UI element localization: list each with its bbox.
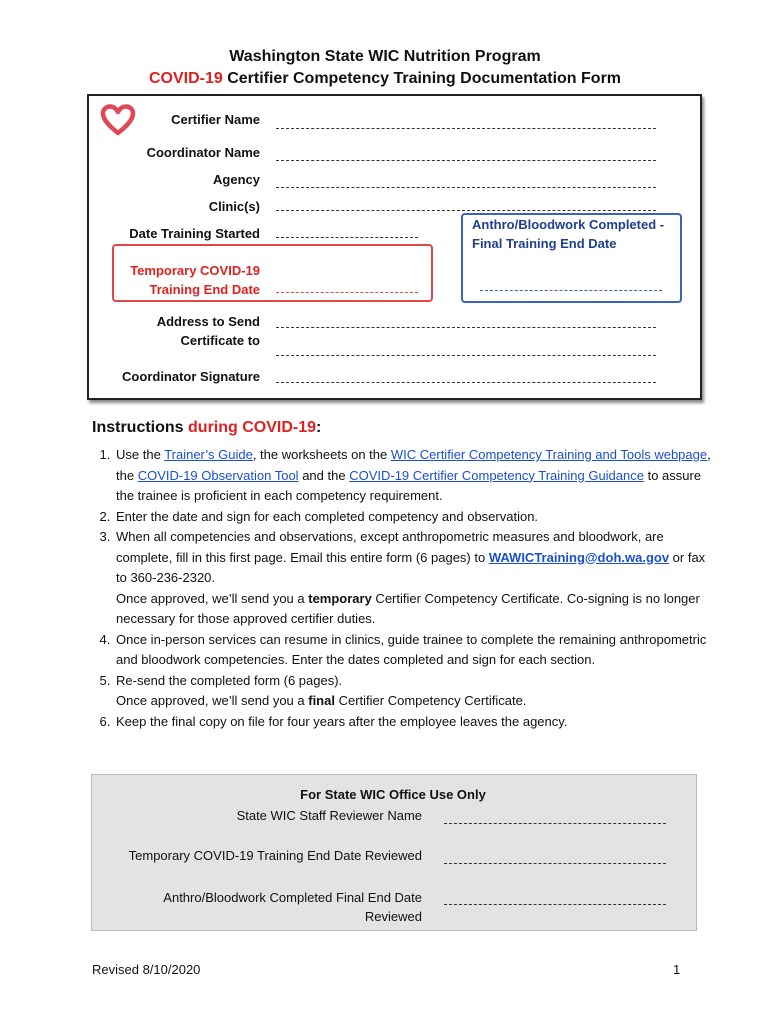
anthro-reviewed-label-2: Reviewed: [364, 909, 422, 924]
clinics-label: Clinic(s): [208, 199, 260, 214]
instruction-item-3: [114, 527, 714, 630]
wic-training-tools-link[interactable]: WIC Certifier Competency Training and Tools webpage: [390, 447, 708, 462]
email-link[interactable]: WAWICTraining@doh.wa.gov: [488, 549, 670, 565]
address-label-1: Address to Send: [156, 314, 260, 329]
anthro-reviewed-label-1: Anthro/Bloodwork Completed Final End Date: [163, 890, 422, 905]
temp-end-date-field[interactable]: [276, 292, 418, 293]
item1-text-4: and the: [298, 467, 350, 483]
page-number: 1: [673, 962, 681, 977]
instruction-item-5: [114, 671, 714, 712]
reviewer-field[interactable]: [444, 823, 666, 824]
item5-text-3: Certifier Competency Certificate.: [334, 693, 527, 708]
item5-text-1: Re-send the completed form (6 pages).: [116, 672, 343, 688]
item1-text-2: , the worksheets on the: [252, 447, 391, 462]
certifier-name-label: Certifier Name: [171, 112, 260, 127]
item1-text-1: Use the: [116, 447, 165, 462]
anthro-reviewed-field[interactable]: [444, 904, 666, 905]
item3-temporary: temporary: [308, 590, 372, 606]
instructions-heading-covid: during COVID-19: [188, 419, 317, 436]
instruction-item-4: 4. Once in-person services can resume in clinics, guide trainee to complete the remaining anthropometric and bloodwork competencies. Enter the dates completed and sign for each section.: [114, 630, 714, 671]
anthro-label-2: Final Training End Date: [472, 236, 617, 251]
item3-text-4: Certifier Competency Certificate. Co-signing is no longer necessary for those approved certifier duties.: [116, 590, 700, 626]
date-started-label: Date Training Started: [129, 226, 260, 241]
date-started-field[interactable]: [276, 237, 418, 238]
address-field-2[interactable]: [276, 355, 656, 356]
item3-text-1: When all competencies and observations, except anthropometric measures and bloodwork, are complete, fill in this first page. Email this entire form (6 pages) to: [116, 529, 664, 565]
instruction-item-2: 2. Enter the date and sign for each completed competency and observation.: [114, 507, 714, 528]
instruction-item-6: 6. Keep the final copy on file for four years after the employee leaves the agency.: [114, 712, 714, 733]
instructions-heading-colon: :: [316, 419, 322, 436]
instruction-item-1: [114, 445, 714, 507]
coordinator-name-label: Coordinator Name: [146, 145, 260, 160]
certifier-name-field[interactable]: [276, 128, 656, 129]
address-field-1[interactable]: [276, 327, 656, 328]
covid-training-guidance-link[interactable]: COVID-19 Certifier Competency Training Guidance: [349, 467, 644, 483]
item1-text-5: to assure the trainee is proficient in each competency requirement.: [116, 467, 702, 503]
item3-text-3: Once approved, we’ll send you a: [116, 590, 309, 606]
address-label-2: Certificate to: [180, 333, 260, 348]
coordinator-name-field[interactable]: [276, 160, 656, 161]
temp-end-label-1: Temporary COVID-19: [130, 263, 260, 278]
item5-text-2: Once approved, we’ll send you a: [116, 693, 309, 708]
trainers-guide-link[interactable]: Trainer’s Guide: [164, 447, 253, 462]
temp-end-label-2: Training End Date: [149, 282, 260, 297]
instructions-heading-text: Instructions: [92, 419, 189, 436]
revised-date: Revised 8/10/2020: [92, 962, 201, 977]
clinics-field[interactable]: [276, 210, 656, 211]
anthro-final-date-field[interactable]: [480, 290, 662, 291]
item3-text-2: or fax to 360-236-2320.: [116, 549, 706, 585]
covid-observation-tool-link[interactable]: COVID-19 Observation Tool: [137, 467, 299, 483]
agency-label: Agency: [213, 172, 260, 187]
temp-reviewed-field[interactable]: [444, 863, 666, 864]
form-subtitle: [0, 70, 770, 88]
state-office-title: For State WIC Office Use Only: [300, 787, 486, 802]
coordinator-signature-label: Coordinator Signature: [122, 369, 260, 384]
reviewer-label: State WIC Staff Reviewer Name: [236, 808, 422, 823]
instructions-list: [92, 445, 714, 732]
subtitle-rest: Certifier Competency Training Documentation Form: [222, 70, 622, 87]
anthro-label-1: Anthro/Bloodwork Completed -: [472, 217, 665, 232]
item5-final: final: [308, 693, 335, 708]
temp-reviewed-label: Temporary COVID-19 Training End Date Reviewed: [128, 848, 422, 863]
instructions-heading: [92, 419, 321, 437]
subtitle-covid: COVID-19: [148, 70, 223, 87]
agency-field[interactable]: [276, 187, 656, 188]
item1-text-3: , the: [116, 447, 711, 483]
form-title: Washington State WIC Nutrition Program: [229, 48, 541, 65]
coordinator-signature-field[interactable]: [276, 382, 656, 383]
